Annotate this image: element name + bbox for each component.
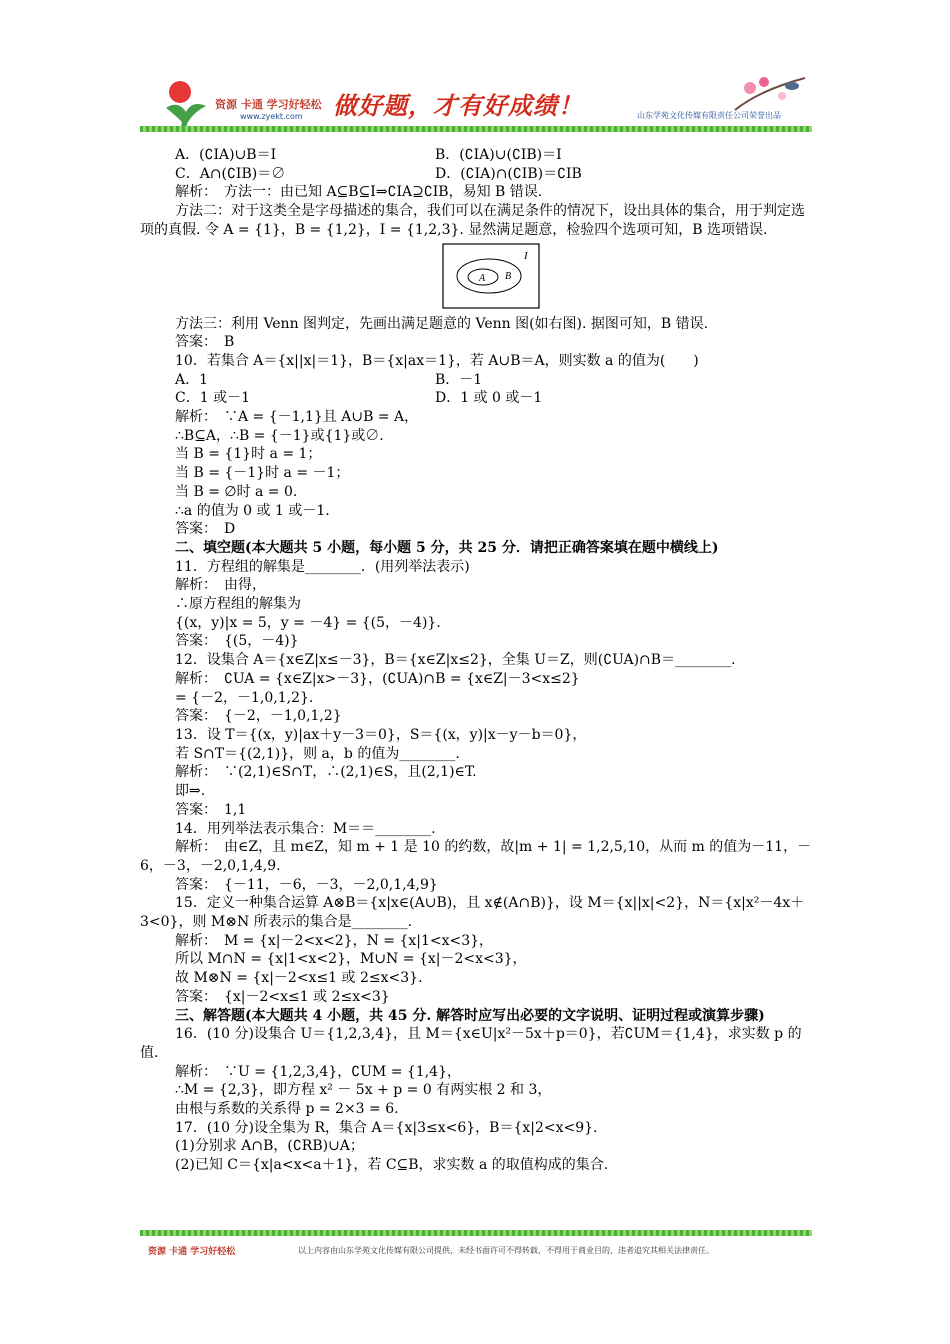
- options-row: [140, 371, 812, 390]
- analysis-line: 解析： M = {x|－2<x<2}，N = {x|1<x<3}，: [175, 932, 494, 949]
- document-body: [140, 146, 812, 1175]
- footer-brand: 资源 卡通 学习好轻松: [148, 1247, 236, 1257]
- page-header: [140, 70, 812, 134]
- question-13-cont: 若 S∩T＝{(2,1)}，则 a，b 的值为________.: [175, 745, 460, 762]
- question-14: 14．用列举法表示集合：M＝＝________.: [175, 820, 436, 837]
- venn-label-b: B: [505, 270, 512, 282]
- answer-line: 答案： {(5，－4)}: [175, 633, 299, 650]
- option-c: C．1 或－1: [175, 390, 250, 407]
- analysis-line: 当 B = {1}时 a = 1；: [175, 446, 322, 463]
- analysis-line: 解析： ∵U = {1,2,3,4}，∁UM = {1,4}，: [175, 1063, 461, 1080]
- analysis-paragraph: 解析： 由∈Z，且 m∈Z，知 m + 1 是 10 的约数，故|m + 1| = 1,2,5,10，从而 m 的值为－11，－6，－3，－2,0,1,4,9.: [140, 839, 812, 874]
- question-15: 15．定义一种集合运算 A⊗B＝{x|x∈(A∪B)，且 x∉(A∩B)}，设 M＝{x||x|<2}，N＝{x|x²－4x＋3<0}，则 M⊗N 所表示的集合是________.: [140, 895, 805, 931]
- answer-line: 答案： D: [175, 521, 236, 538]
- question-17: 17．(10 分)设全集为 R，集合 A＝{x|3≤x<6}，B＝{x|2<x<9}.: [175, 1119, 598, 1136]
- analysis-line: 方法三：利用 Venn 图判定，先画出满足题意的 Venn 图(如右图). 据图可知，B 错误.: [175, 315, 709, 332]
- venn-label-a: A: [479, 272, 486, 284]
- analysis-line: 由根与系数的关系得 p = 2×3 = 6.: [175, 1101, 399, 1118]
- answer-line: 答案： B: [175, 334, 235, 351]
- question-17-part2: (2)已知 C＝{x|a<x<a＋1}，若 C⊆B，求实数 a 的取值构成的集合.: [175, 1157, 609, 1174]
- answer-line: 答案： {－11，－6，－3，－2,0,1,4,9}: [175, 876, 438, 893]
- options-row: [140, 146, 812, 165]
- analysis-line: 解析： 由得，: [175, 577, 266, 594]
- analysis-line: 解析： ∵(2,1)∈S∩T，∴(2,1)∈S，且(2,1)∈T.: [175, 764, 477, 781]
- flower-bird-icon: [730, 70, 810, 114]
- option-c: C．A∩(∁IB)＝∅: [175, 165, 286, 182]
- brand-text: 资源 卡通 学习好轻松: [215, 98, 322, 111]
- option-b: B．(∁IA)∪(∁IB)＝I: [435, 147, 562, 163]
- question-11: 11．方程组的解集是________．(用列举法表示): [175, 558, 470, 575]
- footer-divider: [140, 1230, 812, 1236]
- question-16: 16．(10 分)设集合 U＝{1,2,3,4}，且 M＝{x∈U|x²－5x＋p＝0}，若∁UM＝{1,4}，求实数 p 的值.: [140, 1026, 802, 1061]
- analysis-line: 即⇒.: [175, 783, 206, 800]
- answer-line: 答案： 1,1: [175, 801, 247, 818]
- answer-line: 答案： {－2，－1,0,1,2}: [175, 708, 342, 725]
- question-12: 12．设集合 A＝{x∈Z|x≤－3}，B＝{x∈Z|x≤2}，全集 U＝Z，则(∁UA)∩B＝________.: [175, 652, 736, 669]
- analysis-line: 当 B = ∅时 a = 0.: [175, 483, 298, 500]
- option-b: B．－1: [435, 371, 483, 388]
- question-17-part1: (1)分别求 A∩B，(∁RB)∪A；: [175, 1138, 364, 1155]
- analysis-line: 解析： ∁UA = {x∈Z|x>－3}，(∁UA)∩B = {x∈Z|－3<x≤2}: [175, 670, 580, 687]
- question-13: 13．设 T＝{(x，y)|ax＋y－3＝0}，S＝{(x，y)|x－y－b＝0}，: [175, 726, 587, 743]
- option-d: D．(∁IA)∩(∁IB)＝∁IB: [435, 165, 582, 182]
- section-heading: 二、填空题(本大题共 5 小题，每小题 5 分，共 25 分．请把正确答案填在题中横线上): [175, 539, 719, 556]
- analysis-line: 当 B = {－1}时 a = －1；: [175, 465, 350, 482]
- venn-diagram: [442, 243, 540, 309]
- page-footer: [140, 1240, 812, 1260]
- analysis-line: = {－2，－1,0,1,2}.: [175, 689, 314, 706]
- answer-line: 答案： {x|－2<x≤1 或 2≤x<3}: [175, 988, 390, 1005]
- analysis-line: 解析： ∵A = {－1,1}且 A∪B = A，: [175, 409, 419, 426]
- section-heading: 三、解答题(本大题共 4 小题，共 45 分. 解答时应写出必要的文字说明、证明过程或演算步骤): [175, 1007, 765, 1024]
- question-10: 10．若集合 A＝{x||x|＝1}，B＝{x|ax＝1}，若 A∪B＝A，则实数 a 的值为( ): [175, 352, 699, 369]
- analysis-line: ∴B⊆A，∴B = {－1}或{1}或∅.: [175, 427, 384, 444]
- analysis-line: 故 M⊗N = {x|－2<x≤1 或 2≤x<3}.: [175, 970, 423, 987]
- header-divider: [140, 126, 812, 132]
- analysis-line: ∴M = {2,3}，即方程 x² － 5x + p = 0 有两实根 2 和 3，: [175, 1082, 552, 1099]
- option-a: A．1: [175, 371, 209, 388]
- analysis-line: ∴原方程组的解集为: [175, 596, 301, 613]
- options-row: [140, 165, 812, 184]
- option-d: D．1 或 0 或－1: [435, 390, 543, 407]
- venn-label-i: I: [524, 249, 528, 262]
- options-row: [140, 389, 812, 408]
- analysis-line: {(x，y)|x = 5，y = －4} = {(5，－4)}.: [175, 614, 441, 631]
- analysis-line: ∴a 的值为 0 或 1 或－1.: [175, 502, 330, 519]
- brand-url: www.zyekt.com: [240, 112, 303, 121]
- header-company: 山东学苑文化传媒有限责任公司荣誉出品: [637, 111, 781, 120]
- analysis-line: 解析： 方法一：由已知 A⊆B⊆I⇒∁IA⊇∁IB，易知 B 错误.: [175, 184, 543, 201]
- footer-copyright: 以上内容由山东学苑文化传媒有限公司提供，未经书面许可不得转载、不得用于商业目的，违者追究其相关法律责任。: [298, 1246, 714, 1255]
- analysis-paragraph: 方法二：对于这类全是字母描述的集合，我们可以在满足条件的情况下，设出具体的集合，用于判定选项的真假. 令 A = {1}，B = {1,2}，I = {1,2,3}. 显然满足题意，检验四个选项可知，B 选项错误.: [140, 203, 805, 238]
- option-a: A．(∁IA)∪B＝I: [175, 147, 277, 163]
- analysis-line: 所以 M∩N = {x|1<x<2}，M∪N = {x|－2<x<3}，: [175, 951, 527, 968]
- header-slogan: 做好题，才有好成绩！: [333, 92, 583, 120]
